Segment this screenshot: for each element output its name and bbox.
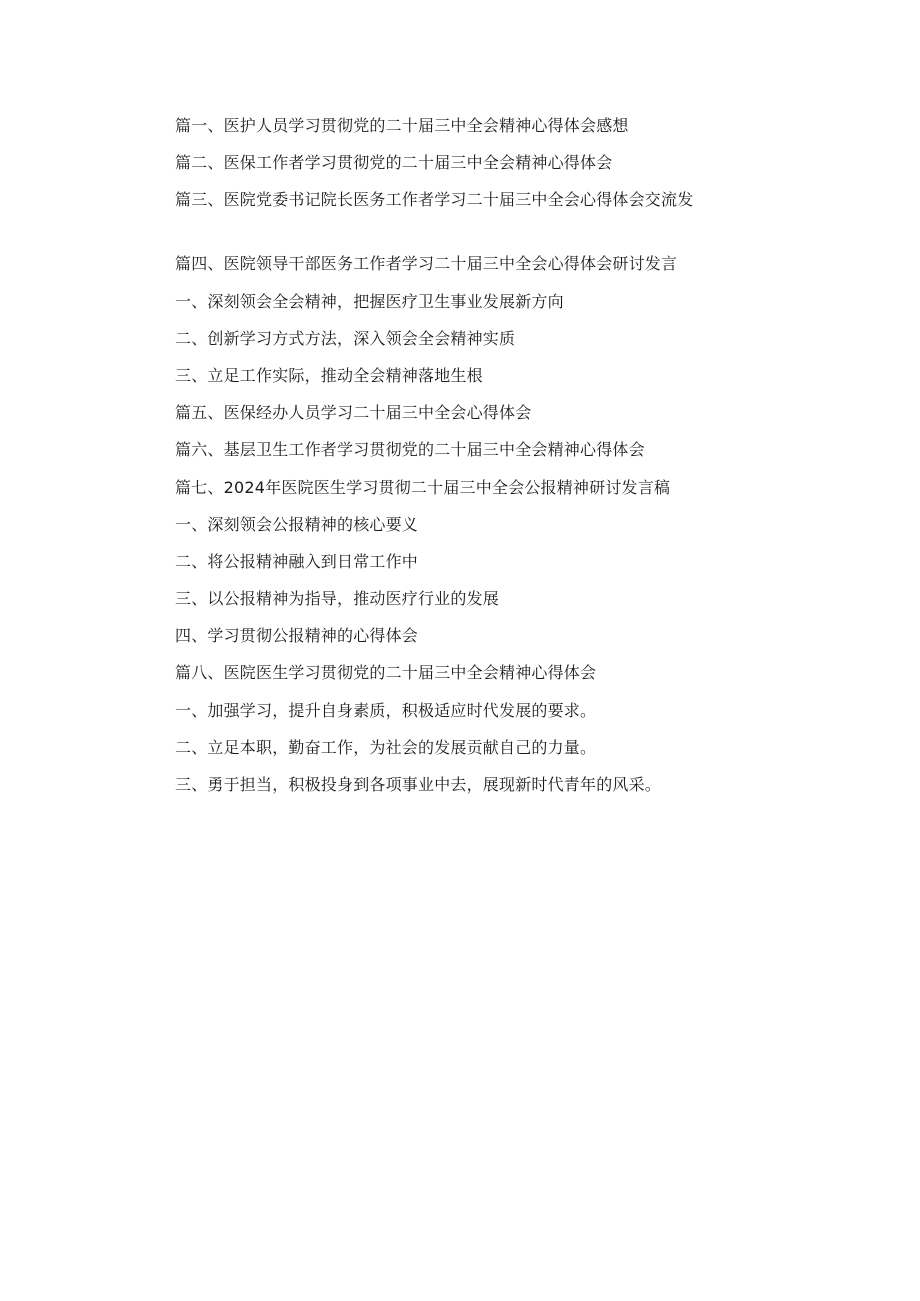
toc-line: 篇二、医保工作者学习贯彻党的二十届三中全会精神心得体会 — [175, 153, 613, 173]
toc-line: 二、将公报精神融入到日常工作中 — [175, 551, 419, 571]
toc-line: 二、创新学习方式方法，深入领会全会精神实质 — [175, 328, 516, 348]
toc-line: 篇一、医护人员学习贯彻党的二十届三中全会精神心得体会感想 — [175, 116, 629, 135]
toc-line: 篇三、医院党委书记院长医务工作者学习二十届三中全会心得体会交流发 — [175, 190, 694, 210]
toc-line: 篇八、医院医生学习贯彻党的二十届三中全会精神心得体会 — [175, 663, 597, 683]
toc-line: 三、立足工作实际，推动全会精神落地生根 — [175, 365, 483, 385]
table-of-contents — [175, 112, 875, 808]
toc-line: 一、深刻领会公报精神的核心要义 — [175, 514, 419, 534]
toc-line: 篇四、医院领导干部医务工作者学习二十届三中全会心得体会研讨发言 — [175, 254, 678, 274]
toc-line: 三、勇于担当，积极投身到各项事业中去，展现新时代青年的风采。 — [175, 775, 662, 794]
toc-line: 四、学习贯彻公报精神的心得体会 — [175, 626, 419, 646]
toc-line: 篇六、基层卫生工作者学习贯彻党的二十届三中全会精神心得体会 — [175, 440, 645, 460]
toc-line: 篇七、2024年医院医生学习贯彻二十届三中全会公报精神研讨发言稿 — [175, 477, 671, 497]
toc-line: 三、以公报精神为指导，推动医疗行业的发展 — [175, 589, 500, 609]
toc-line: 篇五、医保经办人员学习二十届三中全会心得体会 — [175, 403, 532, 423]
toc-line: 二、立足本职，勤奋工作，为社会的发展贡献自己的力量。 — [175, 737, 597, 757]
toc-line: 一、加强学习，提升自身素质，积极适应时代发展的要求。 — [175, 700, 597, 720]
toc-line: 一、深刻领会全会精神，把握医疗卫生事业发展新方向 — [175, 291, 564, 311]
